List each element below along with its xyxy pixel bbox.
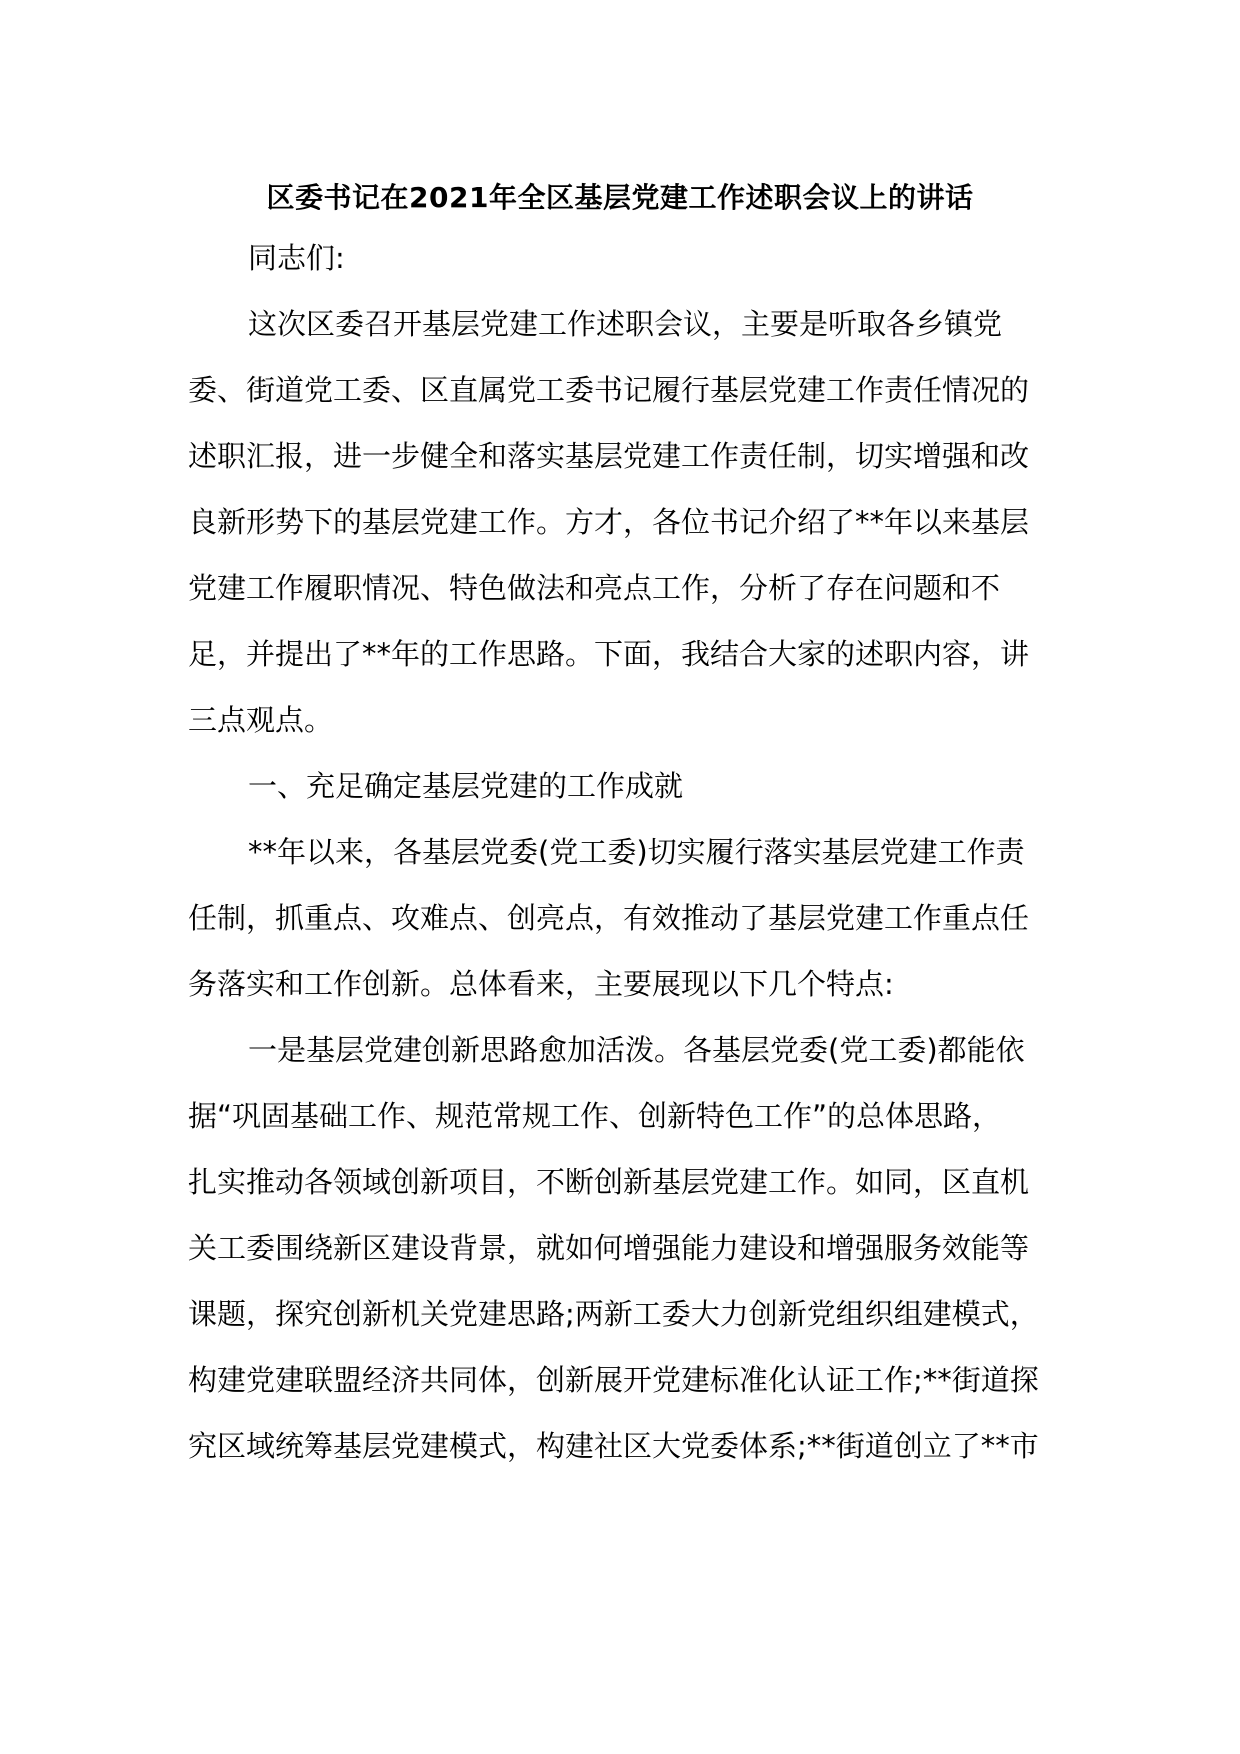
paragraph-line: 关工委围绕新区建设背景，就如何增强能力建设和增强服务效能等	[188, 1231, 1030, 1265]
paragraph-line: 三点观点。	[188, 703, 334, 737]
paragraph-line: 课题，探究创新机关党建思路;两新工委大力创新党组织组建模式，	[188, 1297, 1039, 1331]
paragraph-line: 构建党建联盟经济共同体，创新展开党建标准化认证工作;**街道探	[188, 1363, 1039, 1397]
paragraph-line: 述职汇报，进一步健全和落实基层党建工作责任制，切实增强和改	[188, 439, 1030, 473]
document-body	[188, 225, 1058, 1479]
paragraph-line: 任制，抓重点、攻难点、创亮点，有效推动了基层党建工作重点任	[188, 901, 1030, 935]
paragraph-line: 党建工作履职情况、特色做法和亮点工作，分析了存在问题和不	[188, 571, 1001, 605]
paragraph-line: 扎实推动各领域创新项目，不断创新基层党建工作。如同，区直机	[188, 1165, 1030, 1199]
paragraph-line: 据“巩固基础工作、规范常规工作、创新特色工作”的总体思路，	[188, 1099, 1002, 1133]
paragraph-line: 委、街道党工委、区直属党工委书记履行基层党建工作责任情况的	[188, 373, 1030, 407]
paragraph-line: 这次区委召开基层党建工作述职会议，主要是听取各乡镇党	[248, 307, 1003, 341]
paragraph-line: 究区域统筹基层党建模式，构建社区大党委体系;**街道创立了**市	[188, 1429, 1039, 1463]
paragraph-line: **年以来，各基层党委(党工委)切实履行落实基层党建工作责	[248, 835, 1025, 869]
salutation-line: 同志们:	[248, 241, 345, 275]
paragraph-line: 务落实和工作创新。总体看来，主要展现以下几个特点:	[188, 967, 894, 1001]
paragraph-line: 一是基层党建创新思路愈加活泼。各基层党委(党工委)都能依	[248, 1033, 1025, 1067]
document-title: 区委书记在2021年全区基层党建工作述职会议上的讲话	[266, 181, 974, 214]
section-heading: 一、充足确定基层党建的工作成就	[248, 769, 684, 803]
paragraph-line: 良新形势下的基层党建工作。方才，各位书记介绍了**年以来基层	[188, 505, 1030, 539]
paragraph-line: 足，并提出了**年的工作思路。下面，我结合大家的述职内容，讲	[188, 637, 1030, 671]
